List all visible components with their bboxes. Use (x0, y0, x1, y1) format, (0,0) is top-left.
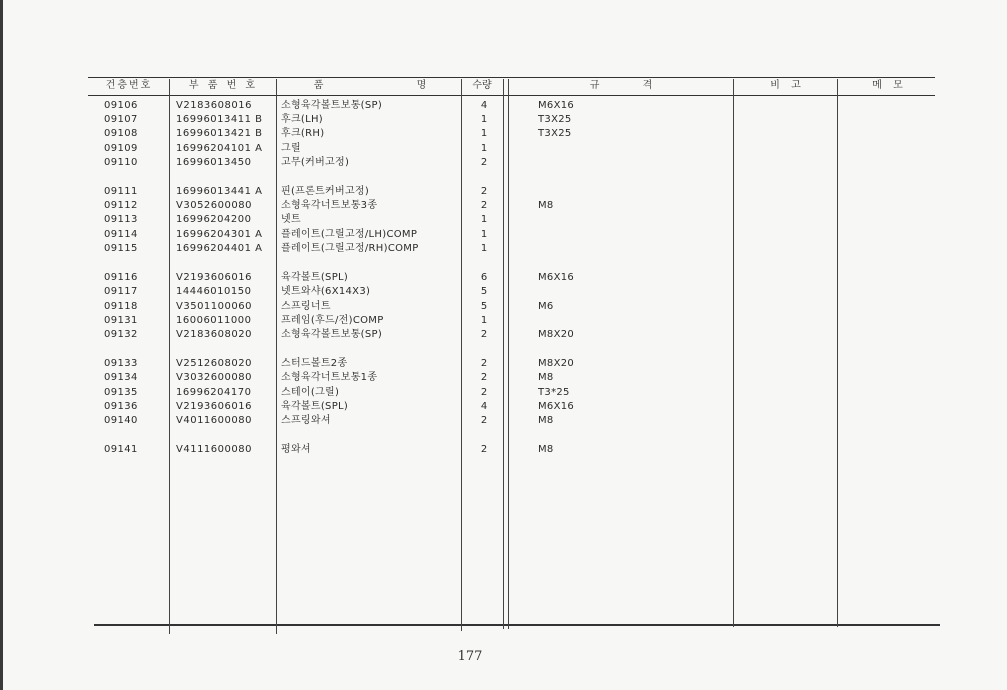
row-part-name: 소형육각너트보통3종 (281, 200, 378, 211)
row-code: 09131 (104, 315, 138, 326)
row-spec: M8X20 (538, 329, 575, 340)
row-quantity: 6 (480, 272, 488, 283)
row-code: 09111 (104, 186, 138, 197)
row-quantity: 2 (480, 387, 488, 398)
row-part-number: 16996013450 (176, 157, 252, 168)
row-code: 09107 (104, 114, 138, 125)
row-code: 09106 (104, 100, 138, 111)
table-bottom-rule (94, 624, 940, 626)
row-code: 09114 (104, 229, 138, 240)
row-quantity: 2 (480, 372, 488, 383)
row-part-number: 16996204200 (176, 214, 252, 225)
row-part-number: 16996013411 B (176, 114, 263, 125)
row-code: 09134 (104, 372, 138, 383)
row-spec: M6X16 (538, 272, 575, 283)
row-spec: T3X25 (538, 114, 572, 125)
row-part-number: V3501100060 (176, 301, 252, 312)
row-code: 09135 (104, 387, 138, 398)
row-part-name: 넷트와샤(6X14X3) (281, 286, 371, 297)
row-quantity: 2 (480, 329, 488, 340)
row-code: 09112 (104, 200, 138, 211)
row-part-number: 16996204101 A (176, 143, 263, 154)
row-part-name: 스프링와셔 (281, 415, 331, 426)
row-spec: M6X16 (538, 100, 575, 111)
row-part-number: V2512608020 (176, 358, 252, 369)
row-part-number: V3052600080 (176, 200, 252, 211)
header-spec: 규 격 (589, 80, 653, 91)
row-code: 09110 (104, 157, 138, 168)
header-part-number: 부 품 번 호 (188, 80, 259, 91)
row-code: 09108 (104, 128, 138, 139)
row-quantity: 1 (480, 214, 488, 225)
row-part-name: 소형육각볼트보통(SP) (281, 100, 383, 111)
row-spec: T3*25 (538, 387, 570, 398)
row-part-name: 넷트 (281, 214, 301, 225)
row-part-name: 프레임(후드/전)COMP (281, 315, 384, 326)
row-code: 09140 (104, 415, 138, 426)
row-part-number: 16996204401 A (176, 243, 263, 254)
col-sep-5 (508, 79, 509, 629)
row-quantity: 1 (480, 315, 488, 326)
row-quantity: 2 (480, 444, 488, 455)
col-sep-4 (503, 79, 504, 629)
row-part-number: V2193606016 (176, 401, 252, 412)
row-quantity: 2 (480, 200, 488, 211)
row-part-name: 후크(RH) (281, 128, 325, 139)
row-quantity: 1 (480, 243, 488, 254)
header-memo: 메 모 (872, 80, 903, 91)
row-part-name: 플레이트(그릴고정/LH)COMP (281, 229, 418, 240)
row-part-name: 스프링너트 (281, 301, 331, 312)
row-part-number: 16996204170 (176, 387, 252, 398)
row-part-name: 후크(LH) (281, 114, 324, 125)
row-part-number: 16996013421 B (176, 128, 263, 139)
table-top-rule (88, 77, 935, 78)
row-part-name: 육각볼트(SPL) (281, 401, 349, 412)
row-part-name: 소형육각너트보통1종 (281, 372, 378, 383)
row-code: 09141 (104, 444, 138, 455)
row-part-name: 스테이(그릴) (281, 387, 340, 398)
row-part-name: 육각볼트(SPL) (281, 272, 349, 283)
row-quantity: 1 (480, 114, 488, 125)
row-part-number: V2183608020 (176, 329, 252, 340)
row-quantity: 2 (480, 157, 488, 168)
row-spec: M8 (538, 415, 554, 426)
row-quantity: 4 (480, 401, 488, 412)
col-sep-1 (169, 79, 170, 634)
row-quantity: 2 (480, 186, 488, 197)
row-quantity: 5 (480, 301, 488, 312)
header-code: 건층번호 (105, 80, 153, 91)
row-part-number: 16996204301 A (176, 229, 263, 240)
row-part-name: 스터드볼트2종 (281, 358, 348, 369)
row-spec: M6 (538, 301, 554, 312)
header-quantity: 수량 (472, 80, 492, 91)
row-spec: M8 (538, 444, 554, 455)
binder-edge (0, 0, 3, 690)
row-part-number: V2193606016 (176, 272, 252, 283)
row-quantity: 1 (480, 229, 488, 240)
row-code: 09117 (104, 286, 138, 297)
page-number: 177 (457, 649, 483, 664)
col-sep-6 (733, 79, 734, 627)
row-quantity: 4 (480, 100, 488, 111)
row-part-number: 16996013441 A (176, 186, 263, 197)
row-spec: M8 (538, 200, 554, 211)
row-part-number: 16006011000 (176, 315, 252, 326)
row-code: 09116 (104, 272, 138, 283)
col-sep-2 (276, 79, 277, 634)
row-spec: T3X25 (538, 128, 572, 139)
row-part-number: V4111600080 (176, 444, 252, 455)
header-part-name: 품 명 (313, 80, 427, 91)
row-quantity: 2 (480, 415, 488, 426)
row-part-number: 14446010150 (176, 286, 252, 297)
row-part-number: V2183608016 (176, 100, 252, 111)
row-spec: M8 (538, 372, 554, 383)
row-part-name: 핀(프론트커버고정) (281, 186, 370, 197)
header-note: 비 고 (770, 80, 801, 91)
row-code: 09109 (104, 143, 138, 154)
row-part-name: 플레이트(그릴고정/RH)COMP (281, 243, 419, 254)
row-quantity: 5 (480, 286, 488, 297)
row-code: 09132 (104, 329, 138, 340)
row-spec: M6X16 (538, 401, 575, 412)
col-sep-7 (837, 79, 838, 627)
row-part-name: 평와셔 (281, 444, 311, 455)
row-part-name: 그릴 (281, 143, 301, 154)
row-part-name: 소형육각볼트보통(SP) (281, 329, 383, 340)
row-part-number: V3032600080 (176, 372, 252, 383)
row-part-number: V4011600080 (176, 415, 252, 426)
row-quantity: 1 (480, 143, 488, 154)
row-code: 09115 (104, 243, 138, 254)
row-code: 09118 (104, 301, 138, 312)
row-quantity: 2 (480, 358, 488, 369)
row-spec: M8X20 (538, 358, 575, 369)
row-code: 09136 (104, 401, 138, 412)
row-quantity: 1 (480, 128, 488, 139)
row-code: 09113 (104, 214, 138, 225)
col-sep-3 (461, 79, 462, 631)
row-code: 09133 (104, 358, 138, 369)
header-bottom-rule (88, 95, 935, 96)
row-part-name: 고무(커버고정) (281, 157, 350, 168)
